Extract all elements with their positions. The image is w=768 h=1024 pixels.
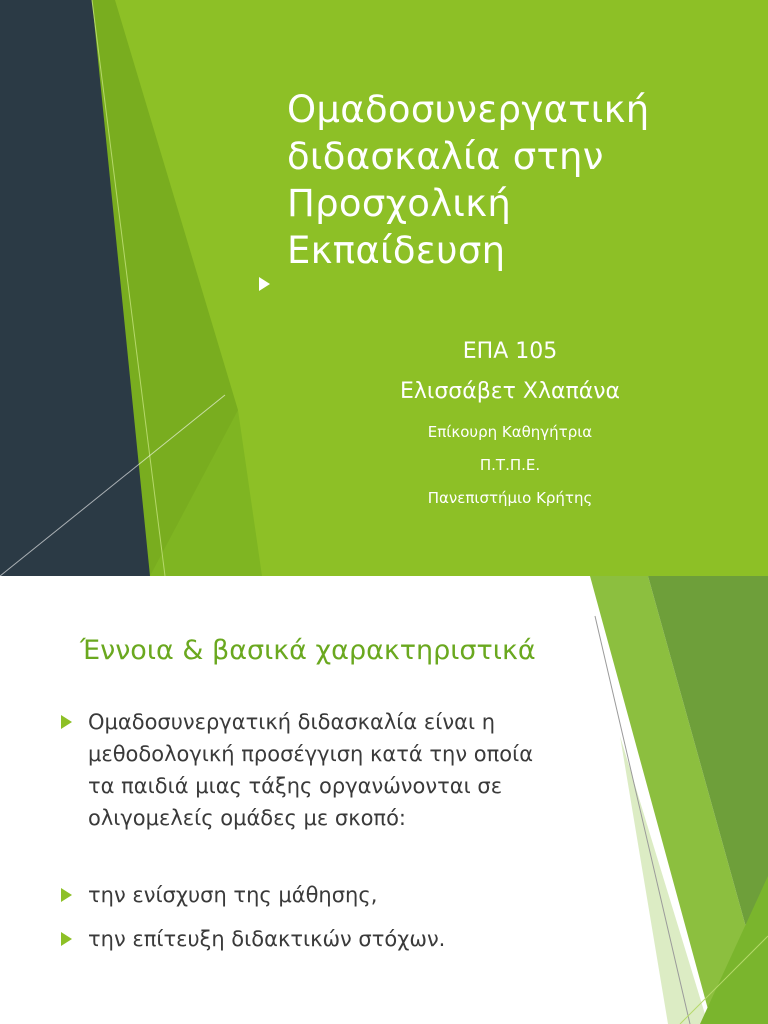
list-item: την επίτευξη διδακτικών στόχων. bbox=[88, 927, 446, 951]
paragraph-line: Ομαδοσυνεργατική διδασκαλία είναι η bbox=[88, 710, 496, 734]
paragraph-line: τα παιδιά μιας τάξης οργανώνονται σε bbox=[88, 774, 503, 798]
content-slide bbox=[0, 576, 768, 1024]
author-role: Επίκουρη Καθηγήτρια bbox=[427, 423, 593, 441]
play-arrow-icon bbox=[61, 715, 72, 729]
title-line: Εκπαίδευση bbox=[287, 229, 506, 272]
slide-title bbox=[287, 86, 747, 274]
section-heading: Έννοια & βασικά χαρακτηριστικά bbox=[80, 635, 536, 666]
author-name: Ελισσάβετ Χλαπάνα bbox=[399, 379, 621, 404]
department: Π.Τ.Π.Ε. bbox=[479, 456, 541, 474]
list-item: την ενίσχυση της μάθησης, bbox=[88, 883, 378, 907]
play-arrow-icon bbox=[259, 277, 270, 291]
title-line: Ομαδοσυνεργατική bbox=[287, 88, 650, 131]
title-line: διδασκαλία στην bbox=[287, 135, 604, 178]
paragraph-line: μεθοδολογική προσέγγιση κατά την οποία bbox=[88, 742, 534, 766]
play-arrow-icon bbox=[61, 888, 72, 902]
definition-paragraph bbox=[88, 706, 533, 834]
course-code: ΕΠΑ 105 bbox=[462, 339, 558, 364]
play-arrow-icon bbox=[61, 932, 72, 946]
title-line: Προσχολική bbox=[287, 182, 512, 225]
university: Πανεπιστήμιο Κρήτης bbox=[427, 489, 593, 507]
paragraph-line: ολιγομελείς ομάδες με σκοπό: bbox=[88, 806, 406, 830]
